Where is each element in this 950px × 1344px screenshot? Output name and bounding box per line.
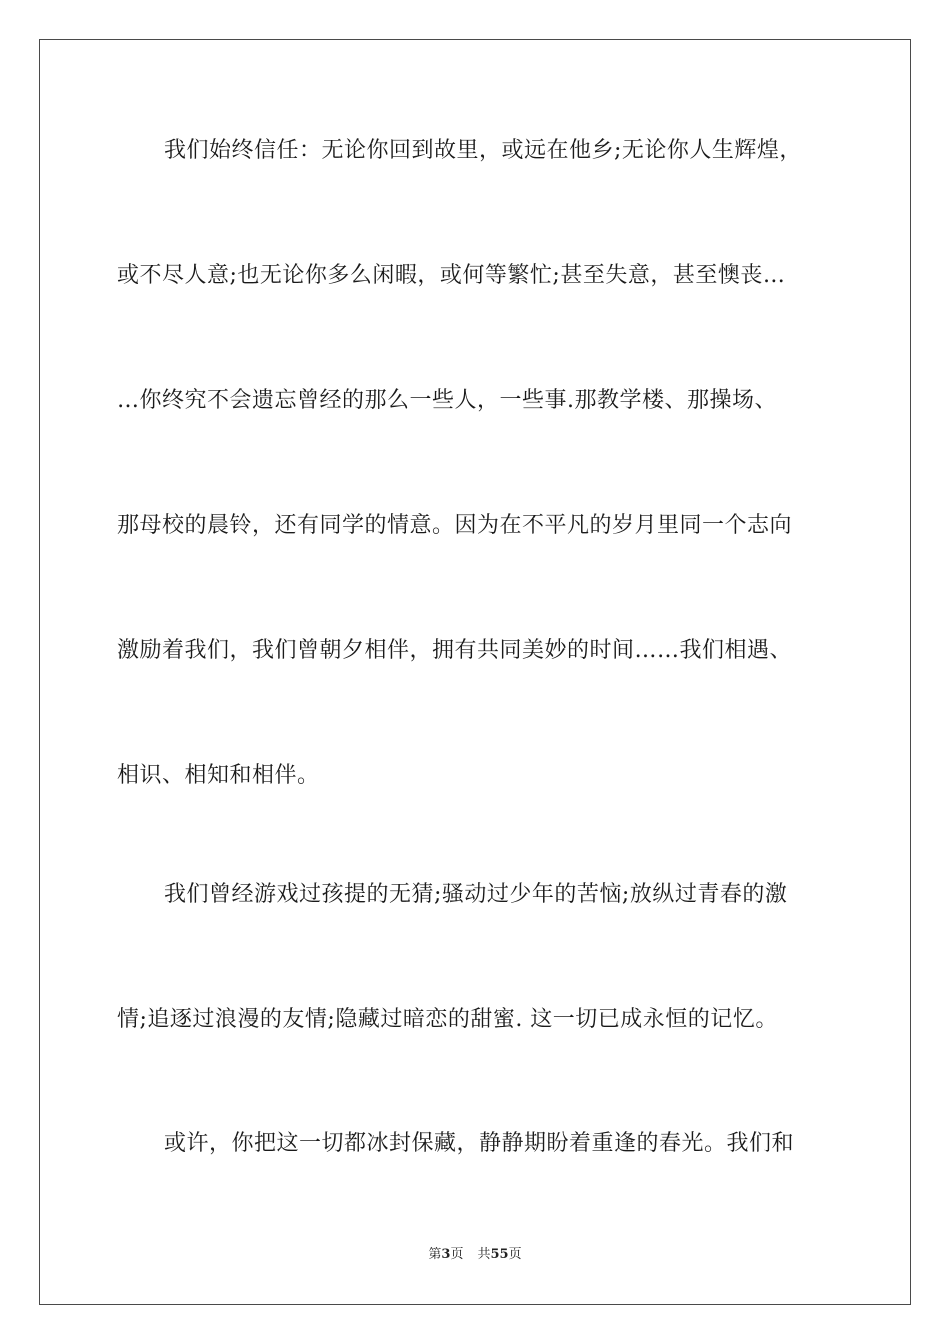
total-prefix: 共 [477, 1247, 491, 1262]
paragraph-1-line-4: 那母校的晨铃，还有同学的情意。因为在不平凡的岁月里同一个志向 [117, 513, 793, 538]
page-border [39, 39, 911, 1305]
page-prefix: 第 [428, 1247, 442, 1262]
paragraph-1-line-5: 激励着我们，我们曾朝夕相伴，拥有共同美妙的时间……我们相遇、 [117, 638, 793, 663]
paragraph-1-line-1: 我们始终信任：无论你回到故里，或远在他乡;无论你人生辉煌， [164, 138, 802, 163]
total-pages: 55 [490, 1247, 509, 1262]
paragraph-2-line-1: 我们曾经游戏过孩提的无猜;骚动过少年的苦恼;放纵过青春的激 [164, 882, 788, 907]
paragraph-1-line-2: 或不尽人意;也无论你多么闲暇，或何等繁忙;甚至失意，甚至懊丧… [117, 263, 786, 288]
paragraph-3-line-1: 或许，你把这一切都冰封保藏，静静期盼着重逢的春光。我们和 [164, 1131, 795, 1156]
total-suffix: 页 [508, 1247, 522, 1262]
paragraph-1-line-6: 相识、相知和相伴。 [117, 763, 320, 788]
page-number: 3 [441, 1247, 451, 1262]
page-suffix: 页 [450, 1247, 464, 1262]
paragraph-1-line-3: …你终究不会遗忘曾经的那么一些人，一些事.那教学楼、那操场、 [117, 388, 777, 413]
page-footer [0, 1247, 950, 1263]
paragraph-2-line-2: 情;追逐过浪漫的友情;隐藏过暗恋的甜蜜. 这一切已成永恒的记忆。 [117, 1007, 778, 1032]
